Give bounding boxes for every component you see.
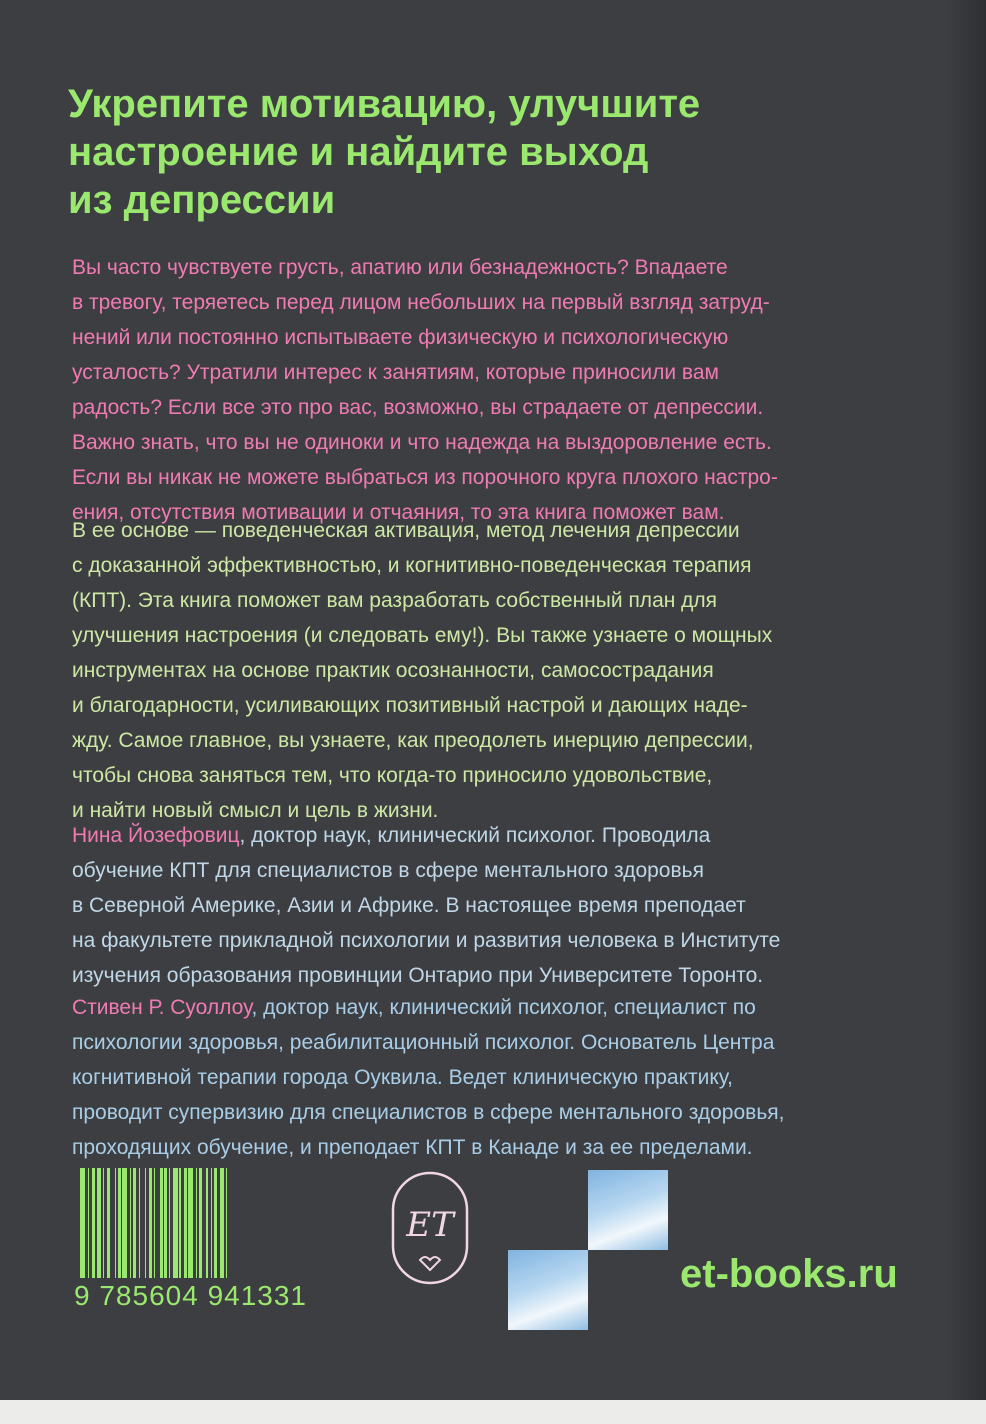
text-line: обучение КПТ для специалистов в сфере ментального здоровья [72, 859, 704, 882]
text-line: на факультете прикладной психологии и развития человека в Институте [72, 929, 781, 952]
text-line: и благодарности, усиливающих позитивный настрой и дающих наде- [72, 694, 748, 717]
text-line: проводит супервизию для специалистов в сфере ментального здоровья, [72, 1101, 785, 1124]
spine-shadow [946, 0, 986, 1400]
method-paragraph [72, 513, 932, 828]
text-line: инструментах на основе практик осознанности, самосострадания [72, 659, 714, 682]
isbn-number: 9 785604 941331 [74, 1280, 307, 1311]
text-line: (КПТ). Эта книга поможет вам разработать собственный план для [72, 589, 718, 612]
text-line: усталость? Утратили интерес к занятиям, которые приносили вам [72, 361, 719, 384]
text-line: улучшения настроения (и следовать ему!). Вы также узнаете о мощных [72, 624, 773, 647]
author-name: Нина Йозефовиц [72, 824, 240, 847]
headline-line: из депрессии [68, 178, 336, 222]
author-bio-1 [72, 818, 932, 993]
barcode-bar [227, 1168, 230, 1278]
text-line: когнитивной терапии города Оуквила. Ведет клиническую практику, [72, 1066, 734, 1089]
sky-tile [508, 1250, 588, 1330]
author-bio-2 [72, 990, 932, 1165]
text-line: Если вы никак не можете выбраться из порочного круга плохого настро- [72, 466, 778, 489]
sky-tile [588, 1170, 668, 1250]
page-edge [0, 1400, 986, 1424]
text-line: нений или постоянно испытываете физическую и психологическую [72, 326, 729, 349]
logo-letters: ET [406, 1205, 454, 1245]
text-line: в Северной Америке, Азии и Африке. В настоящее время преподает [72, 894, 746, 917]
text-line: В ее основе — поведенческая активация, метод лечения депрессии [72, 519, 740, 542]
text-line: , доктор наук, клинический психолог, специалист по [251, 996, 756, 1019]
publisher-logo [390, 1170, 470, 1286]
text-line: и найти новый смысл и цель в жизни. [72, 799, 439, 822]
publisher-website: et-books.ru [680, 1252, 898, 1296]
text-line: жду. Самое главное, вы узнаете, как преодолеть инерцию депрессии, [72, 729, 754, 752]
headline-line: настроение и найдите выход [68, 130, 649, 174]
text-line: Вы часто чувствуете грусть, апатию или безнадежность? Впадаете [72, 256, 728, 279]
text-line: с доказанной эффективностью, и когнитивно-поведенческая терапия [72, 554, 752, 577]
author-name: Стивен Р. Суоллоу [72, 996, 252, 1019]
text-line: в тревогу, теряетесь перед лицом небольших на первый взгляд затруд- [72, 291, 770, 314]
text-line: радость? Если все это про вас, возможно, вы страдаете от депрессии. [72, 396, 764, 419]
heart-icon [420, 1257, 440, 1270]
back-cover-headline [68, 80, 868, 224]
text-line: Важно знать, что вы не одиноки и что надежда на выздоровление есть. [72, 431, 772, 454]
intro-paragraph [72, 250, 932, 530]
sky-tiles-graphic [508, 1170, 668, 1330]
text-line: изучения образования провинции Онтарио при Университете Торонто. [72, 964, 764, 987]
text-line: психологии здоровья, реабилитационный психолог. Основатель Центра [72, 1031, 775, 1054]
text-line: проходящих обучение, и преподает КПТ в Канаде и за ее пределами. [72, 1136, 753, 1159]
text-line: , доктор наук, клинический психолог. Проводила [239, 824, 711, 847]
headline-line: Укрепите мотивацию, улучшите [68, 82, 701, 126]
isbn-barcode [80, 1168, 342, 1278]
text-line: ения, отсутствия мотивации и отчаяния, то эта книга поможет вам. [72, 501, 725, 524]
text-line: чтобы снова заняться тем, что когда-то приносило удовольствие, [72, 764, 713, 787]
